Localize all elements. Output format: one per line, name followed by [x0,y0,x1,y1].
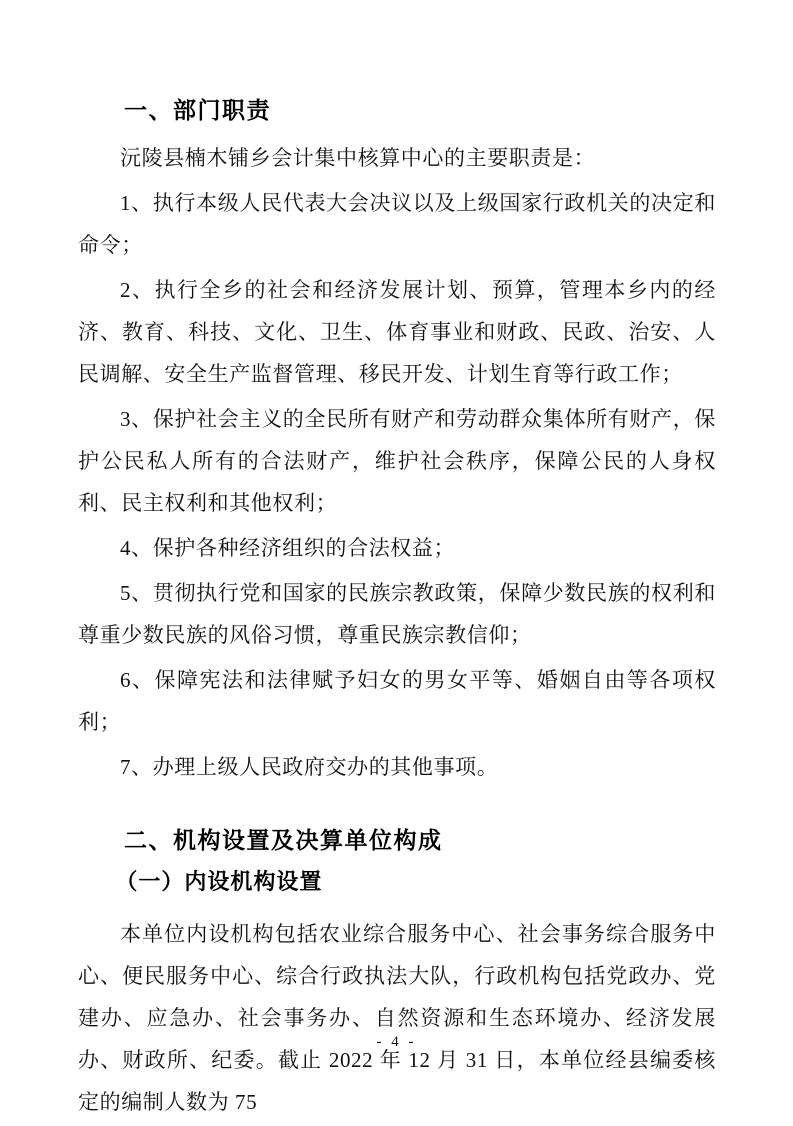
subsection-heading-internal-setup: （一）内设机构设置 [115,869,323,894]
paragraph-duty-7: 7、办理上级人民政府交办的其他事项。 [120,755,499,779]
paragraph-duty-3: 3、保护社会主义的全民所有财产和劳动群众集体所有财产，保护公民私人所有的合法财产，维护社会秩序，保障公民的人身权利、民主权利和其他权利； [78,407,716,515]
paragraph-duty-1: 1、执行本级人民代表大会决议以及上级国家行政机关的决定和命令； [78,191,716,257]
page-number: - 4 - [376,1034,417,1050]
paragraph-intro: 沅陵县楠木铺乡会计集中核算中心的主要职责是： [120,146,596,170]
section-heading-duties: 一、部门职责 [124,97,271,123]
paragraph-duty-4: 4、保护各种经济组织的合法权益； [120,536,456,560]
section-heading-organization: 二、机构设置及决算单位构成 [124,827,443,853]
paragraph-duty-6: 6、保障宪法和法律赋予妇女的男女平等、婚姻自由等各项权利； [78,668,716,734]
paragraph-organization: 本单位内设机构包括农业综合服务中心、社会事务综合服务中心、便民服务中心、综合行政执法大队，行政机构包括党政办、党建办、应急办、社会事务办、自然资源和生态环境办、经济发展办、财政所、纪委。截止 2022 年 12 月 31 日，本单位经县编委核定的编制人数为 75 [78,922,716,1114]
paragraph-duty-2: 2、执行全乡的社会和经济发展计划、预算，管理本乡内的经济、教育、科技、文化、卫生、体育事业和财政、民政、治安、人民调解、安全生产监督管理、移民开发、计划生育等行政工作； [78,278,716,386]
paragraph-duty-5: 5、贯彻执行党和国家的民族宗教政策，保障少数民族的权利和尊重少数民族的风俗习惯，尊重民族宗教信仰； [78,581,716,647]
document-content [78,96,716,1126]
